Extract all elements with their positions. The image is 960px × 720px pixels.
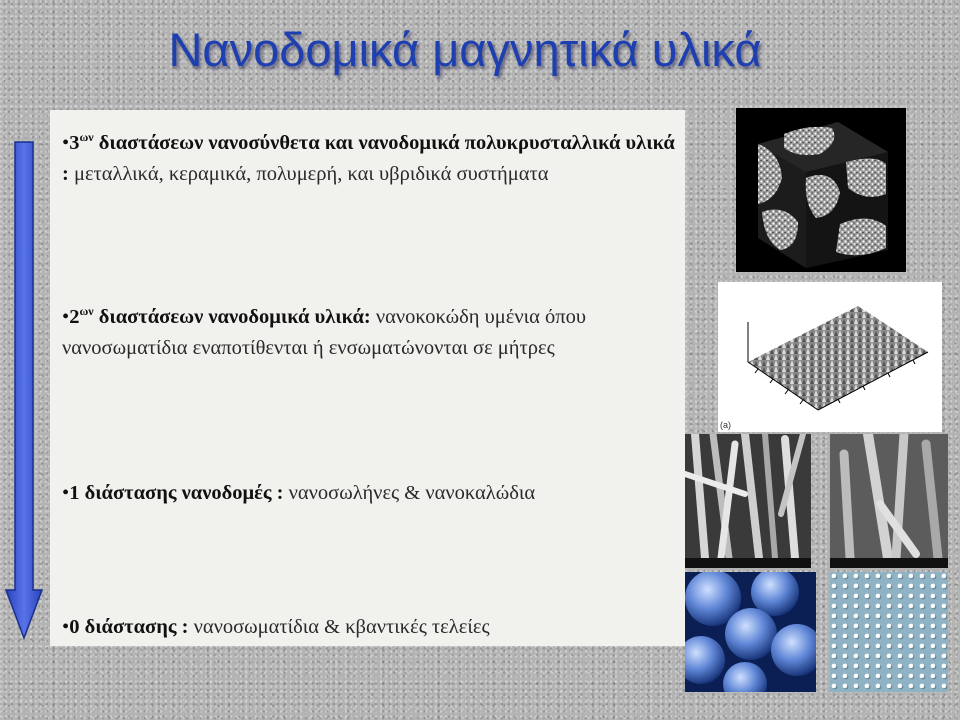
cube-microstructure-image <box>736 108 906 272</box>
bullet-2d <box>62 296 682 364</box>
afm-corner-label: (a) <box>720 420 731 430</box>
bullet-0d-heading: 0 διάστασης : <box>69 616 189 638</box>
bullet-1d-heading: 1 διάστασης νανοδομές : <box>69 482 284 504</box>
bullet-0d <box>62 612 682 643</box>
quantum-dots-image <box>830 572 948 692</box>
bullet-marker: • <box>62 616 70 638</box>
bullet-3d <box>62 122 682 190</box>
afm-surface-image <box>718 282 942 432</box>
bullet-2d-superscript: ων <box>79 304 94 318</box>
nanotubes-sem-image-left <box>685 434 811 568</box>
bullet-marker: • <box>62 305 70 328</box>
bullet-1d <box>62 478 682 509</box>
content-panel <box>50 110 685 646</box>
bullet-3d-heading: διαστάσεων νανοσύνθετα και νανοδομικά πολυκρυσταλλικά υλικά : <box>62 131 675 185</box>
bullet-2d-number: 2 <box>69 305 80 328</box>
nanowires-sem-image-right <box>830 434 948 568</box>
nanoparticles-sem-image <box>685 572 816 692</box>
down-arrow-icon <box>5 140 43 640</box>
slide-title: Νανοδομικά μαγνητικά υλικά <box>168 23 762 76</box>
bullet-3d-superscript: ων <box>79 130 94 144</box>
bullet-2d-text: νανοκοκώδη υμένια όπου νανοσωματίδια εναποτίθενται ή ενσωματώνονται σε μήτρες <box>62 305 587 359</box>
bullet-3d-text: μεταλλικά, κεραμικά, πολυμερή, και υβριδικά συστήματα <box>68 162 549 185</box>
bullet-1d-text: νανοσωλήνες & νανοκαλώδια <box>283 482 536 504</box>
bullet-marker: • <box>62 482 70 504</box>
bullet-0d-text: νανοσωματίδια & κβαντικές τελείες <box>188 616 490 638</box>
bullet-marker: • <box>62 131 70 154</box>
bullet-3d-number: 3 <box>69 131 80 154</box>
bullet-2d-heading: διαστάσεων νανοδομικά υλικά: <box>93 305 371 328</box>
